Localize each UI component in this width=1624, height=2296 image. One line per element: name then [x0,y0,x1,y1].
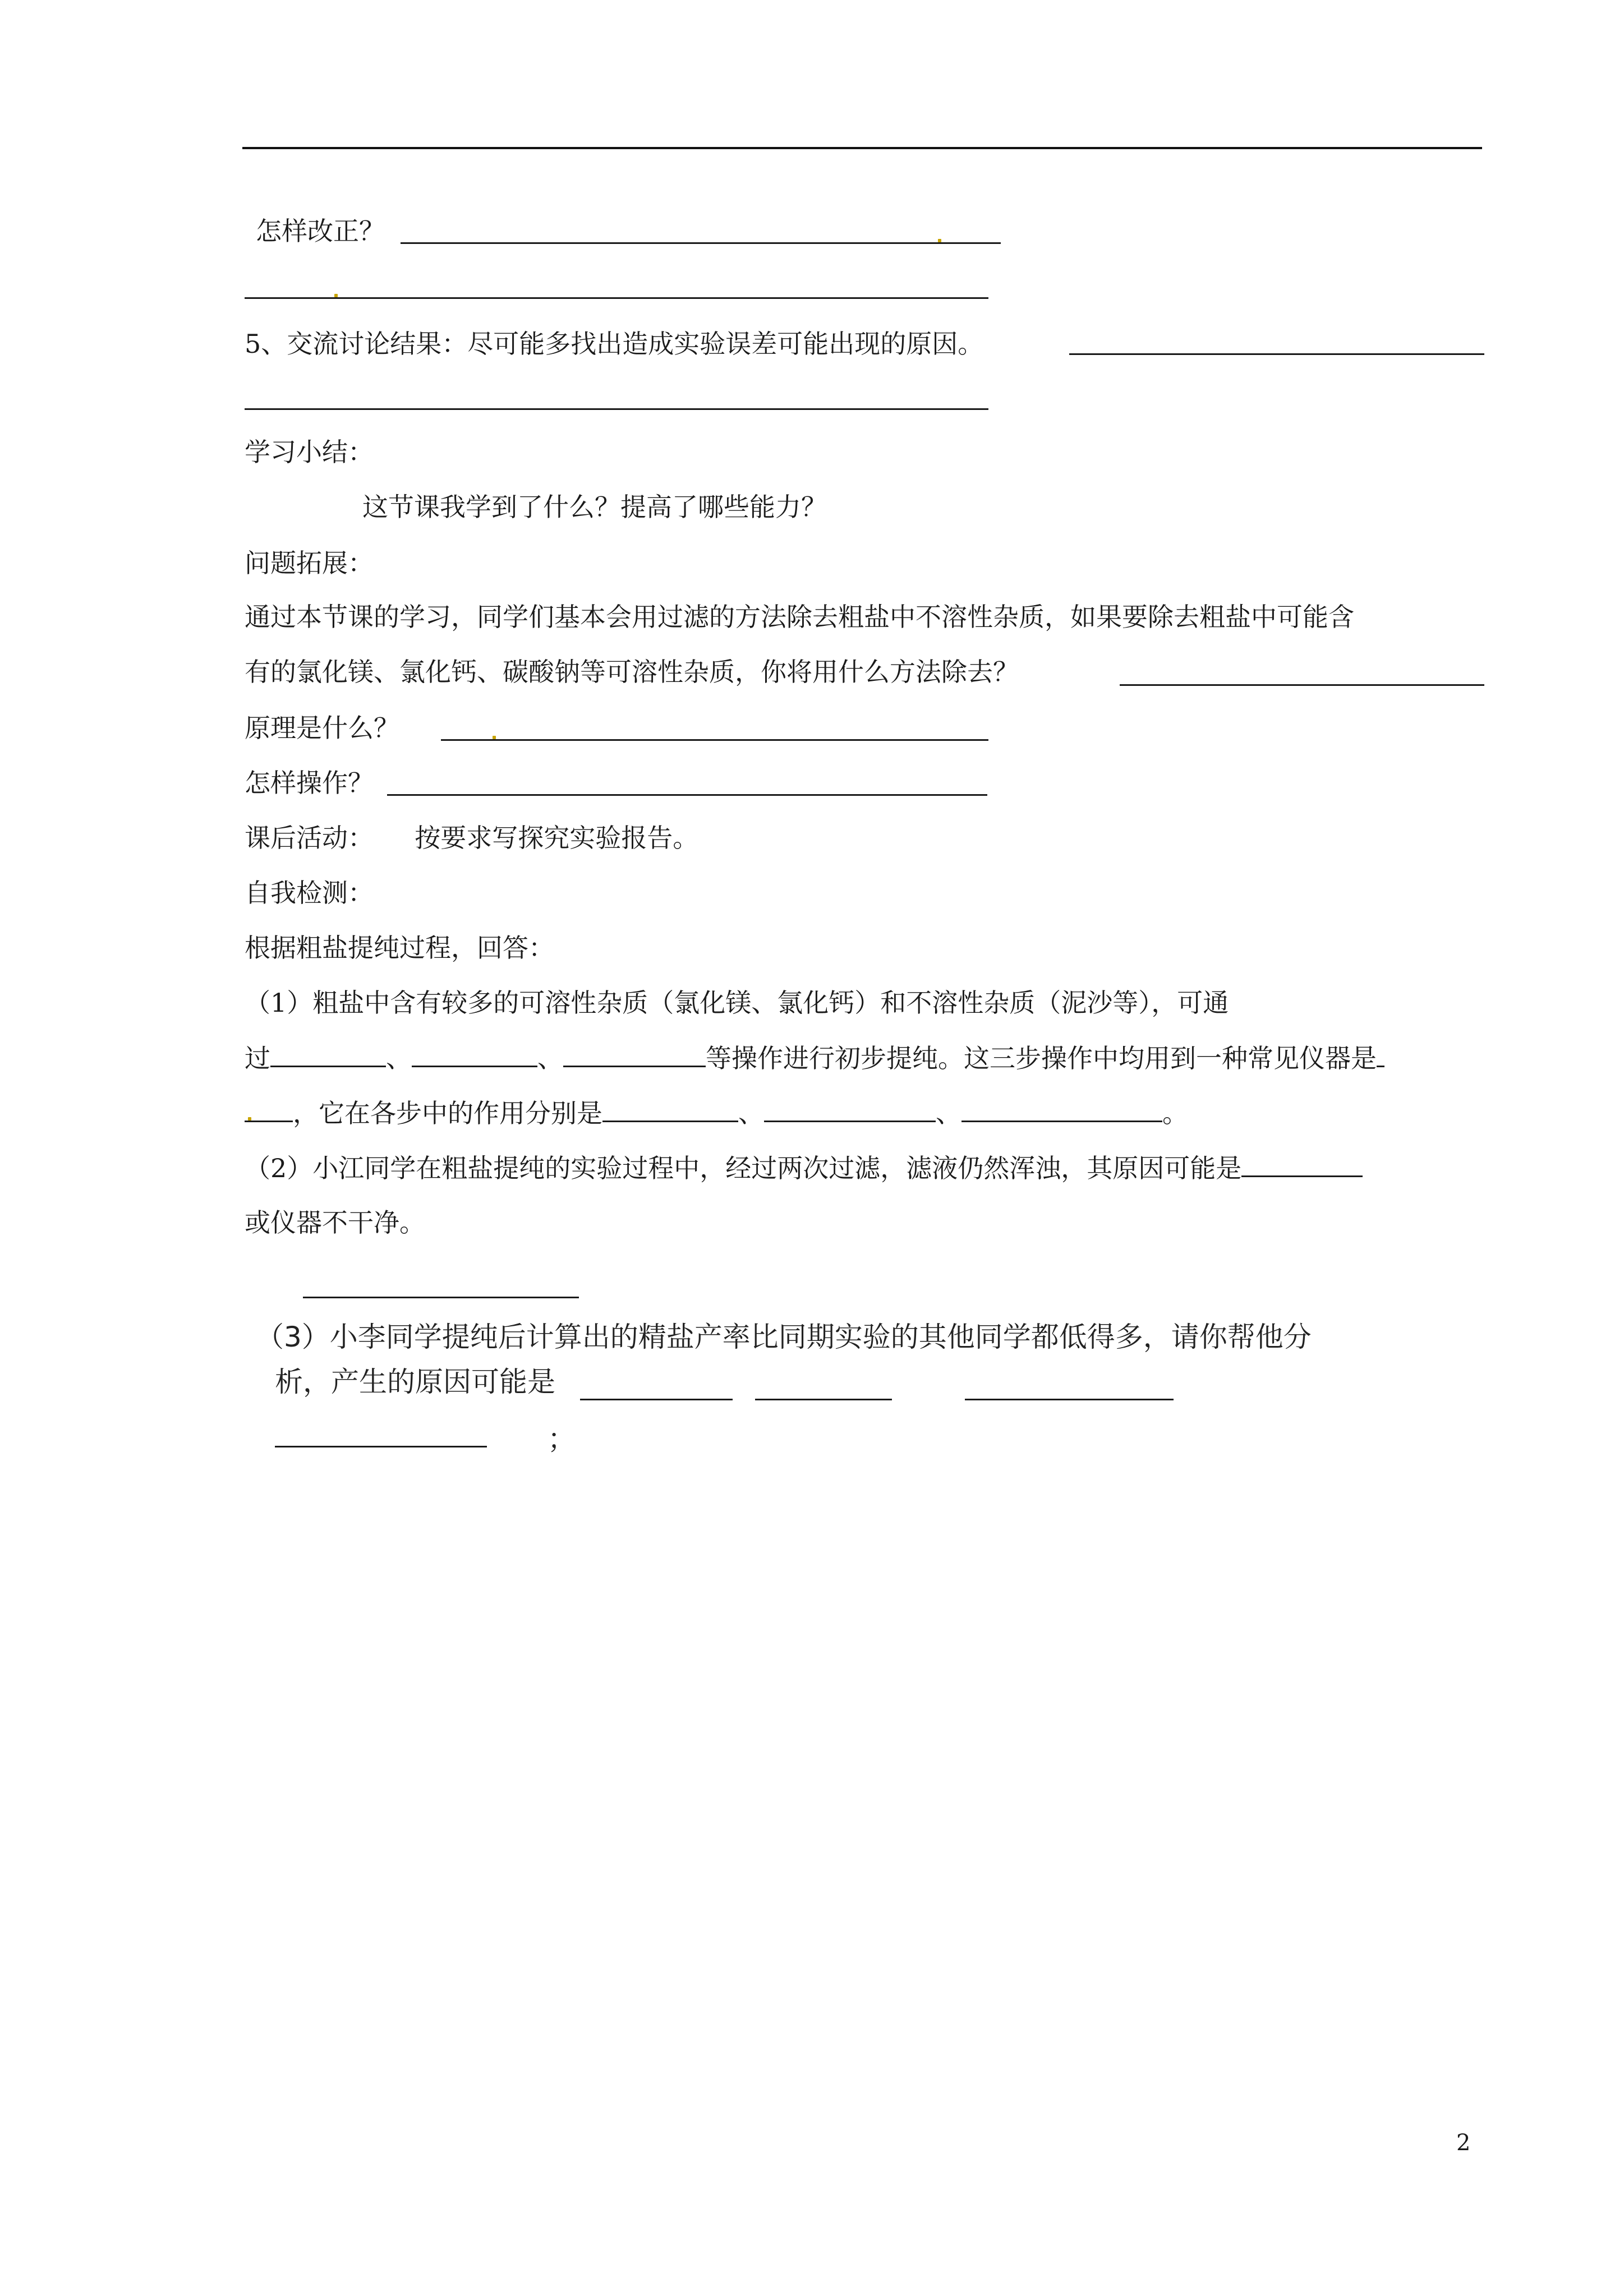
ink-dot [334,294,338,297]
self-test-heading-line [245,876,374,910]
ink-dot [493,736,496,739]
q1-blank-3[interactable] [563,1041,706,1067]
extension-heading-line [245,546,374,580]
q2-blank[interactable] [1241,1151,1363,1177]
q1-sep: 、 [936,1098,961,1128]
q1-blank-4a[interactable] [1377,1041,1384,1067]
q1-blank-5[interactable] [602,1096,738,1122]
answer-blank[interactable] [387,794,987,796]
q1-sep: 、 [738,1098,764,1128]
summary-heading-line [245,435,374,469]
q1-line1 [245,986,1229,1020]
q3-line1 [256,1320,1312,1354]
ink-dot [248,1117,251,1121]
q3-end-line [548,1422,576,1456]
extension-paragraph-line2 [245,655,1019,689]
self-test-heading: 自我检测： [245,878,374,908]
fix-question-line [256,214,385,248]
answer-blank[interactable] [303,1297,579,1298]
answer-blank[interactable] [965,1399,1174,1400]
header-rule [242,147,1482,149]
q1-blank-7[interactable] [961,1096,1162,1122]
q1-blank-1[interactable] [270,1041,386,1067]
extension-p2: 有的氯化镁、氯化钙、碳酸钠等可溶性杂质，你将用什么方法除去？ [245,657,1019,687]
ink-dot [938,239,941,242]
q1-end: 。 [1162,1098,1188,1128]
summary-prompt: 这节课我学到了什么？提高了哪些能力？ [362,492,827,522]
q1-line3 [245,1096,1188,1130]
page-number: 2 [1456,2130,1471,2156]
extension-paragraph-line1 [245,600,1354,634]
q2-line1 [245,1151,1363,1185]
q1-line2 [245,1041,1384,1075]
q1-sep: 、 [537,1043,563,1073]
q1-blank-4b[interactable] [245,1096,293,1122]
answer-blank[interactable] [401,242,1001,244]
operate-question: 怎样操作？ [245,768,374,798]
q1-blank-2[interactable] [412,1041,537,1067]
item5-line [245,327,983,361]
extension-p1: 通过本节课的学习，同学们基本会用过滤的方法除去粗盐中不溶性杂质，如果要除去粗盐中可能含 [245,602,1354,632]
answer-blank[interactable] [245,408,988,410]
q1-blank-6[interactable] [764,1096,936,1122]
principle-question: 原理是什么？ [245,713,399,743]
q3-text-1: （3）小李同学提纯后计算出的精盐产率比同期实验的其他同学都低得多，请你帮他分 [256,1321,1312,1353]
q1-text-2a: 过 [245,1043,270,1073]
after-class-line [245,821,698,855]
answer-blank[interactable] [1069,353,1484,355]
after-class-text: 按要求写探究实验报告。 [415,823,699,853]
q2-text-2: 或仪器不干净。 [245,1207,425,1238]
summary-prompt-line [362,490,827,524]
principle-line [245,711,399,745]
fix-question: 怎样改正？ [256,216,385,246]
answer-blank[interactable] [275,1446,487,1447]
self-test-intro: 根据粗盐提纯过程，回答： [245,933,554,963]
answer-blank[interactable] [1120,684,1484,686]
q3-line2 [275,1365,555,1399]
item5-text: 5、交流讨论结果：尽可能多找出造成实验误差可能出现的原因。 [245,329,984,359]
operate-line [245,766,374,800]
q1-sep: 、 [386,1043,412,1073]
extension-heading: 问题拓展： [245,548,374,578]
answer-blank[interactable] [441,739,988,741]
q3-end: ； [548,1423,576,1455]
q2-line2 [245,1206,425,1239]
answer-blank[interactable] [755,1399,892,1400]
q3-text-2: 析，产生的原因可能是 [275,1366,555,1398]
summary-heading: 学习小结： [245,437,374,467]
answer-blank[interactable] [245,297,988,299]
q1-text-2b: 等操作进行初步提纯。这三步操作中均用到一种常见仪器是 [706,1043,1377,1073]
q1-text-1: （1）粗盐中含有较多的可溶性杂质（氯化镁、氯化钙）和不溶性杂质（泥沙等），可通 [245,988,1229,1018]
self-test-intro-line [245,931,554,965]
answer-blank[interactable] [580,1399,733,1400]
after-class-label: 课后活动： [245,823,374,853]
q1-text-3: ，它在各步中的作用分别是 [293,1098,602,1128]
q2-text-1: （2）小江同学在粗盐提纯的实验过程中，经过两次过滤，滤液仍然浑浊，其原因可能是 [245,1153,1242,1183]
